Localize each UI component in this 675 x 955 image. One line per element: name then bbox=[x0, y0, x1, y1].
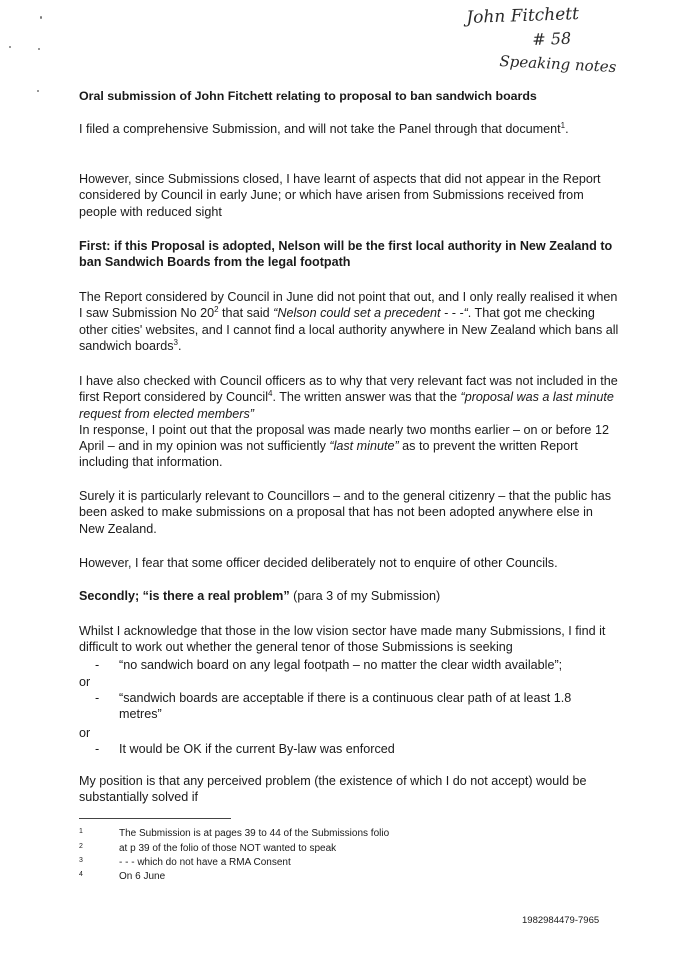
paragraph-8: My position is that any perceived problem (the existence of which I do not accept) would be substantially solved if bbox=[79, 774, 587, 805]
paragraph-2: However, since Submissions closed, I have learnt of aspects that did not appear in the Report considered by Council in early June; or which have arisen from Submissions received from people with reduced sight bbox=[79, 172, 601, 219]
footnote-ref-4: 4 bbox=[268, 389, 273, 399]
paragraph-3: The Report considered by Council in June did not point that out, and I only really realised it when I saw Submission No $20^2$ that said “Nelson could set a precedent - - -“. That got me checking other cities' websites, and I cannot find a local authority anywhere in New Zealand which bans all sandwich boards$^3$. bbox=[79, 290, 619, 353]
paragraph-6: However, I fear that some officer decided deliberately not to enquire of other Councils. bbox=[79, 556, 558, 570]
scan-speck bbox=[9, 46, 11, 48]
scan-speck bbox=[37, 90, 39, 92]
document-title: Oral submission of John Fitchett relating to proposal to ban sandwich boards bbox=[79, 89, 537, 103]
paragraph-1: I filed a comprehensive Submission, and will not take the Panel through that document$^1$. bbox=[79, 120, 569, 136]
heading-first: First: if this Proposal is adopted, Nelson will be the first local authority in New Zealand to ban Sandwich Boards from the legal footpath bbox=[79, 239, 613, 270]
or-label: or bbox=[79, 726, 91, 740]
scan-speck bbox=[40, 16, 42, 19]
handwritten-name: John Fitchett bbox=[466, 4, 580, 28]
footnote-ref-3: 3 bbox=[173, 337, 178, 347]
scan-speck bbox=[38, 48, 40, 50]
document-id: 1982984479-7965 bbox=[522, 915, 600, 926]
paragraph-4: I have also checked with Council officers as to why that very relevant fact was not included in the first Report considered by Council$^4$. The written answer was that the “proposal was a last minute request from elected members” In response, I point out that the proposal was made nearly two months earlier – on or before 12 April – and in my opinion was not sufficiently “last minute” as to prevent the written Report including that information. bbox=[79, 374, 618, 470]
footnote-ref-1: 1 bbox=[560, 120, 566, 130]
heading-second: Secondly; “is there a real problem” (para 3 of my Submission) bbox=[79, 589, 441, 603]
paragraph-7: Whilst I acknowledge that those in the low vision sector have made many Submissions, I find it difficult to work out whether the general tenor of those Submissions is seeking bbox=[79, 624, 606, 655]
or-label: or bbox=[79, 675, 91, 689]
footnote-divider bbox=[79, 818, 231, 819]
handwritten-note: Speaking notes bbox=[499, 52, 617, 77]
handwritten-number: # 58 bbox=[532, 28, 572, 49]
paragraph-5: Surely it is particularly relevant to Councillors – and to the general citizenry – that the public has been asked to make submissions on a proposal that has not been adopted anywhere else in New Zealand. bbox=[79, 489, 612, 536]
footnote-ref-2: 2 bbox=[214, 305, 219, 315]
